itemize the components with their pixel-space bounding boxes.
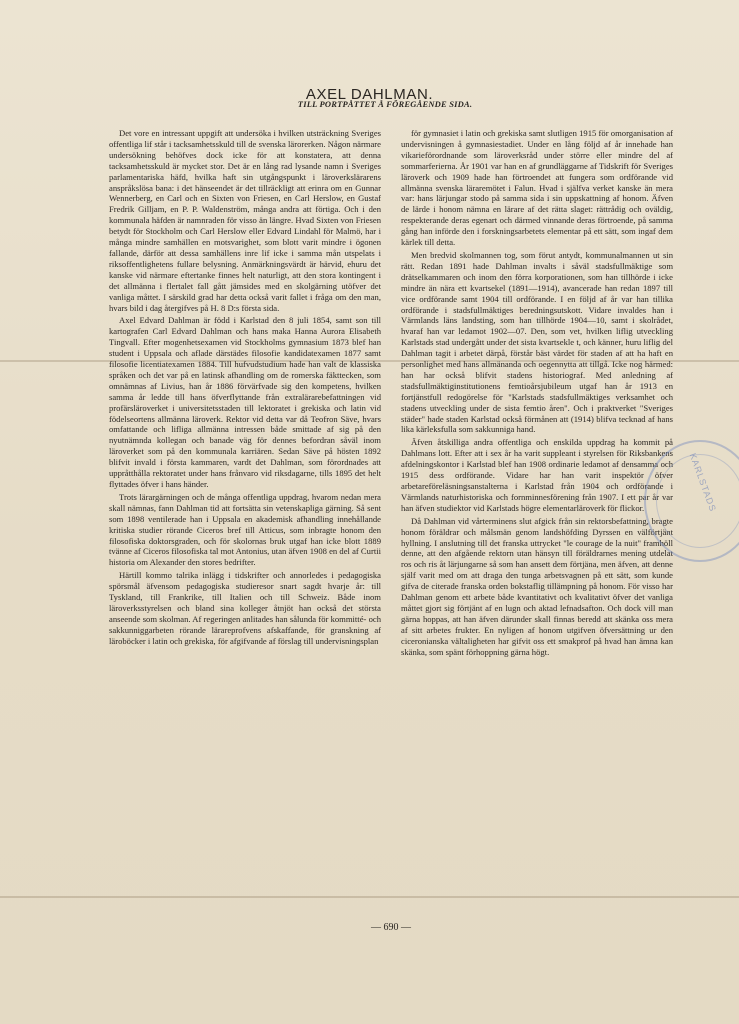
paragraph: Då Dahlman vid vårterminens slut afgick från sin rektorsbefattning, bragte honom föräldrar och målsmän genom landshöfding Dyrssen en välförtjänt hyllning. I anslutning till det franska uttrycket "le courage de la nuit" framhöll denne, att den afgående rektorn utan hänsyn till föräldrarnes mening utdelat ros och ris åt lärjungarne så som han ansett dem förtjäna, men äfven, att denne själf varit med om att draga den tunga arbetsvagnen på ett sätt, som kunde gifva de citerade franska orden bokstaflig tillämpning på honom. För visso har Dahlman genom ett arbete både kvantitativt och kvalitativt öfver det vanliga måttet gjort sig förtjänt af en lugn och aktad lefnadsafton. Och dock vill man gärna hoppas, att han äfven därunder skall finnas beredd att skänka oss mera af sitt arbetes frukter. En nyligen af honom utgifven öfversättning ur den ciceronianska vältaligheten har gifvit oss ett smakprof på hvad han ämna kan skänka, som spänt förhoppning gärna högt. — [401, 515, 673, 657]
paragraph: för gymnasiet i latin och grekiska samt slutligen 1915 för omorganisation af undervisningen å gymnasiestadiet. Under en lång följd af år innehade han vikarieförordnande som läroverksråd under större eller mindre del af sommarferierna. År 1901 var han en af grundläggarne af Tidskrift för Sveriges läroverk och 1909 hade han förtroendet att fungera som ordförande vid allmänna svenska läraremötet i Falun. Hvad i själfva verket kanske än mera var: hans lärjungar stodo på samma sida i sin uppskattning af honom. Äfven de lärde i honom nämna en lärare af det rätta slaget: rättrådig och oväldig, respekterande deras egenart och därmed vinnande deras förtroende, på samma gång han införde den i forskningsarbetets elementar på ett sätt, som ingaf dem kärlek till detta. — [401, 128, 673, 248]
paragraph: Men bredvid skolmannen tog, som förut antydt, kommunalmannen ut sin rätt. Redan 1891 hade Dahlman invalts i såväl stadsfullmäktige som drätselkammaren och inom den förra korporationen, som han tillhörde i icke mindre än nära ett kvartsekel (1891—1914), avancerade han redan 1897 till vice ordförande samt 1904 till ordförande. I en följd af år var han tillika ordförande i stadsfullmäktiges beredningsutskott. Vidare invaldes han i Värmlands läns landsting, som han tillhörde 1904—10, samt i skolrådet, hvaraf han var ledamot 1902—07. Den, som vet, hvilken liflig utveckling Karlstads stad undergått under det sista kvartsekle t, och känner, huru liflig del Dahlman tagit i arbetet därpå, förstår bäst värdet för staden af att ha haft en personlighet med hans allmänanda och oegennytta att tillgå. Icke nog härmed: han har också blifvit stadens historiograf. Med anledning af stadsfullmäktiginstitutionens femtioårsjubileum utgaf han år 1913 en fortjänstfull redogörelse för "Karlstads stadsfullmäktiges verksamhet och stadens utveckling under de sista femtio åren". Och i praktverket "Sveriges städer" hade staden Karlstad också förmånen att (1914) blifva tecknad af hans lika kärleksfulla som sakkunniga hand. — [401, 249, 673, 435]
stamp-text: KARLSTADS — [687, 451, 719, 514]
left-column — [109, 128, 381, 649]
paragraph: Trots lärargärningen och de många offentliga uppdrag, hvarom nedan mera skall nämnas, fann Dahlman tid att fortsätta sin vetenskapliga gärning. Så sent som 1898 ventilerade han i Uppsala en akademisk afhandling innehållande kritiska studier rörande Ciceros bref till Atticus, som inbragte honom den filosofiska doktorsgraden, och för skolornas bruk utgaf han icke blott 1889 tvänne af Ciceros filosofiska tal mot Antonius, utan äfven 1908 en del af Curtii historia om Alexander den stores bedrifter. — [109, 491, 381, 568]
article-subtitle: TILL PORTPÅTTET Å FÖREGÅENDE SIDA. — [297, 99, 473, 109]
right-column — [401, 128, 673, 660]
fold-line — [0, 896, 739, 898]
paragraph: Äfven åtskilliga andra offentliga och enskilda uppdrag ha kommit på Dahlmans lott. Efter att i sex år ha varit suppleant i styrelsen för Riksbankens afdelningskontor i Karlstad blef han 1908 ordinarie ledamot af densamma och 1915 dess ordförande. Vidare har han varit inspektör öfver arbetareföreläsningsanstalterna i Karlstad från 1904 och ordförande i Värmlands naturhistoriska och fornminnesförening från 1907. I ett par år var han äfven studiektor vid Karlstads högre elementarläroverk för flickor. — [401, 437, 673, 513]
article-title: AXEL DAHLMAN. — [305, 86, 434, 104]
paragraph: Axel Edvard Dahlman är född i Karlstad den 8 juli 1854, samt son till kartografen Carl Edvard Dahlman och hans maka Hanna Aurora Elisabeth Tingvall. Efter mogenhetsexamen vid Stockholms gymnasium 1873 blef han student i Uppsala och aflade därstädes filosofie kandidatexamen 1877 samt filosofie licentiatexamen 1884. Till hufvudstudium hade han valt de klassiska språken och det var på en latinsk afhandling om de romerska fäkttecken, som omnämnas af Livius, han år 1886 förvärfvade sig den kompetens, hvilken samma år ledde till hans öfverflyttande från extralärarebefattningen vid profärsläroverket i universitetsstaden till lektoratet i grekiska och latin vid födelseortens allmänna läroverk. Rektor vid detta var då Teofron Säve, hvars omfattande och lifliga allmänna intressen både smittade af sig på den nyutnämnda kollegan och banade väg för dennes befordran såväl inom läroverket som på den kommunala karriären. Sedan Säve på hösten 1892 blifvit invald i första kammaren, vardt det Dahlman, som förordnades att uppråtthålla rektoratet under hans frånvaro vid riksdagarne, tills 1895 det helt flyttades öfver i hans händer. — [109, 315, 381, 489]
paragraph: Härtill kommo talrika inlägg i tidskrifter och annorledes i pedagogiska spörsmål äfvensom pedagogiska studieresor snart sagdt hvarje år: till Tyskland, till Frankrike, till Italien och till Schweiz. Både inom läroverksstyrelsen och bland sina kolleger åtnjöt han också det största anseende som skolman. Af regeringen anlitades han sålunda för kommitté- och sakkunniggarbeten rörande lärareprofvens afskaffande, för granskning af läroböcker i latin och grekiska, för afgifvande af förslag till undervisningsplan — [109, 570, 381, 646]
page-number: — 690 — — [371, 922, 411, 933]
paragraph: Det vore en intressant uppgift att undersöka i hvilken utsträckning Sveriges offentliga lif står i tacksamhetsskuld till de svenska lärorerken. Någon närmare undersökning behöfves dock icke för att konstatera, att denna tacksamhetsskuld är mycket stor. Det är en lång rad lysande namn i Sveriges parlamentariska häfd, hvilka haft sin utgångspunkt i läroverkslärarens anspråkslösa bana: i det hänseendet är det tillräckligt att erinra om en Gunnar Wennerberg, en Carl och en Sixten von Friesen, en Carl Herslow, en Gustaf Fredrik Gilljam, en P. P. Waldenström, många andra att förtiga. Och i den kommunala häfden är namnraden för visso än längre. Hvad Sixten von Friesen betydt för Stockholm och Carl Herslow eller Edvard Lindahl för Malmö, har i många mindre samhällen en motsvarighet, som blott varit mindre i ögonen fallande, därför att dessa samhällens inre lif icke i samma mån utspelats i riksoffentlighetens fullare belysning. Anmärkningsvärdt är härvid, ehuru det kanske vid närmare eftertanke finnes helt naturligt, att den stora kontingent i det allmänna i flertalet fall gått jämsides med en skolgärning utöfver det vanliga måttet. I särskild grad har detta också varit fallet i fråga om den man, hvars bild i dag återgifves på H. 8 D:s första sida. — [109, 128, 381, 313]
